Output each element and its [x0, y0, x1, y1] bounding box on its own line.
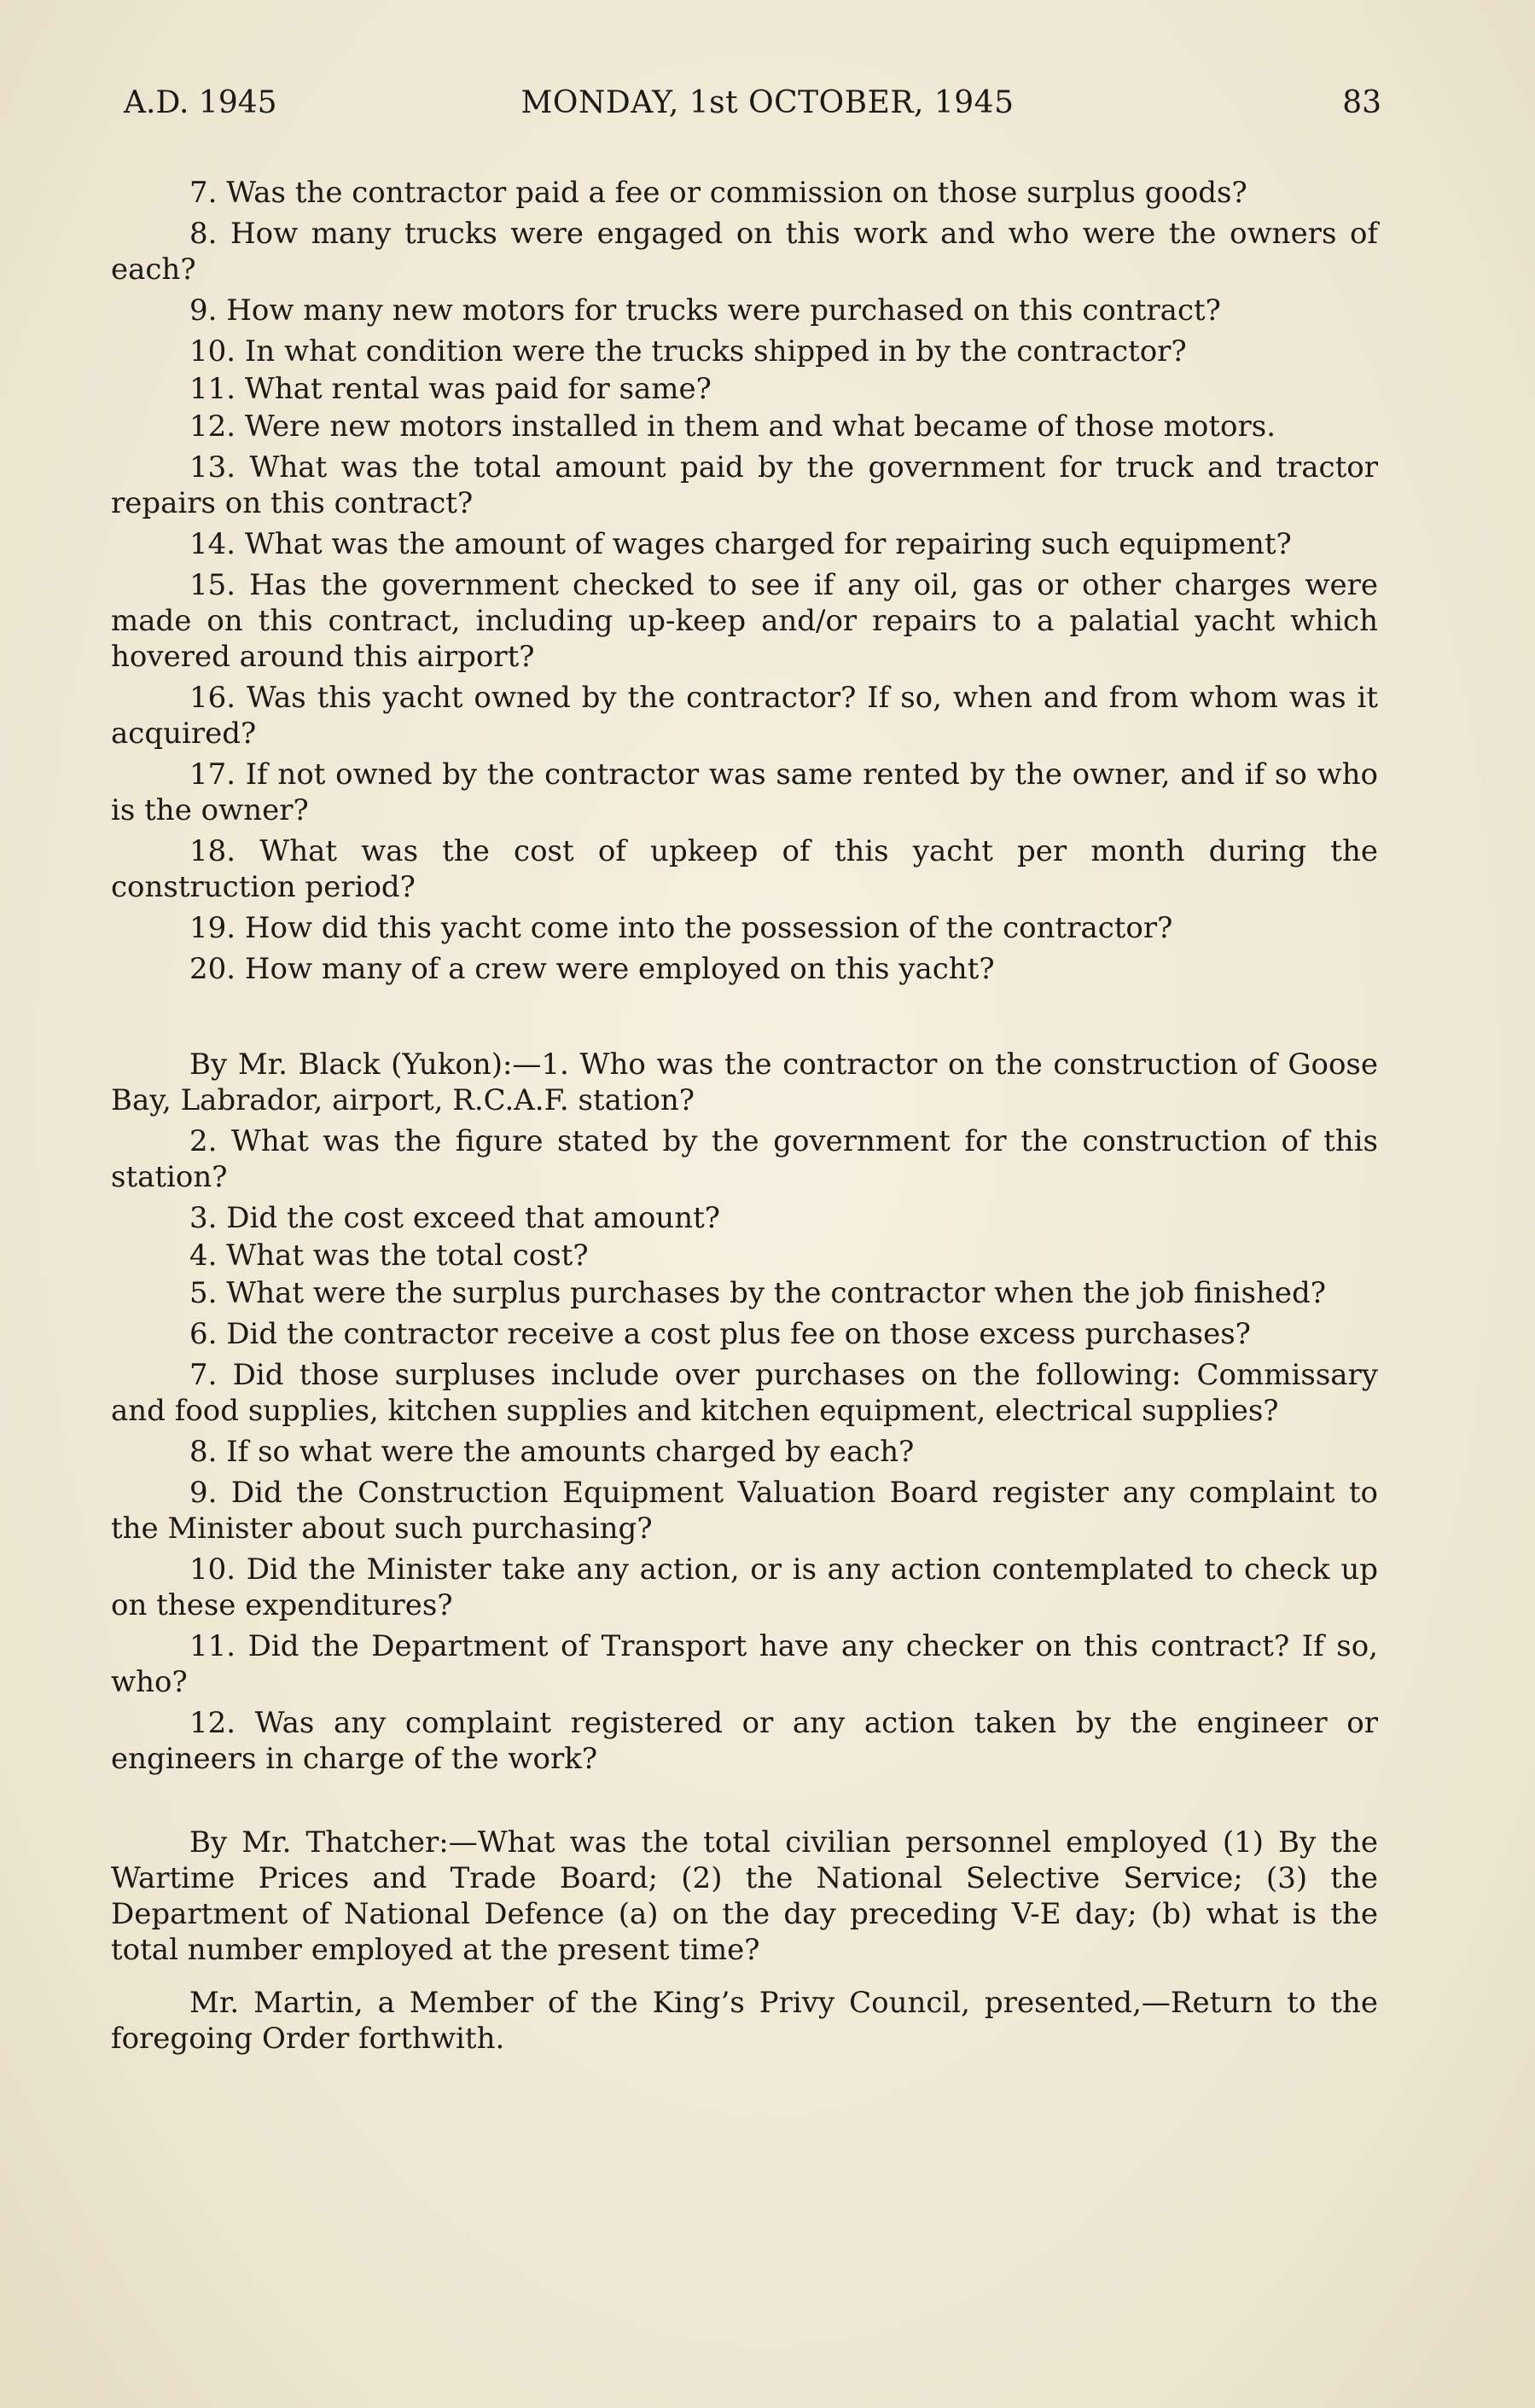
- question-19: 19. How did this yacht come into the possession of the contractor?: [189, 911, 1173, 945]
- black-question-7: 7. Did those surpluses include over purchases on the following: Commissary and food supplies, kitchen supplies and kitchen equipment, electrical supplies?: [111, 1358, 1378, 1428]
- black-question-9: 9. Did the Construction Equipment Valuation Board register any complaint to the Minister about such purchasing?: [111, 1476, 1378, 1546]
- question-20: 20. How many of a crew were employed on this yacht?: [189, 952, 995, 986]
- black-question-6: 6. Did the contractor receive a cost plus fee on those excess purchases?: [189, 1317, 1251, 1351]
- black-question-5: 5. What were the surplus purchases by the contractor when the job finished?: [189, 1276, 1326, 1310]
- question-14: 14. What was the amount of wages charged for repairing such equipment?: [189, 527, 1292, 561]
- black-question-10: 10. Did the Minister take any action, or is any action contemplated to check up on these expenditures?: [111, 1552, 1378, 1622]
- question-7: 7. Was the contractor paid a fee or commission on those surplus goods?: [189, 176, 1247, 210]
- page-header: [0, 85, 1535, 136]
- martin-return: Mr. Martin, a Member of the King’s Privy Council, presented,—Return to the foregoing Order forthwith.: [111, 1986, 1378, 2056]
- question-16: 16. Was this yacht owned by the contractor? If so, when and from whom was it acquired?: [111, 681, 1378, 751]
- section-gap: [111, 992, 1378, 1047]
- black-question-3: 3. Did the cost exceed that amount?: [189, 1201, 720, 1235]
- question-17: 17. If not owned by the contractor was same rented by the owner, and if so who is the owner?: [111, 757, 1378, 827]
- section-thatcher: [111, 1825, 1378, 2057]
- question-9: 9. How many new motors for trucks were purchased on this contract?: [189, 293, 1221, 328]
- thatcher-question: By Mr. Thatcher:—What was the total civilian personnel employed (1) By the Wartime Prices and Trade Board; (2) the National Selective Service; (3) the Department of National Defence (a) on the day preceding V-E day; (b) what is the total number employed at the present time?: [111, 1825, 1378, 1967]
- black-question-8: 8. If so what were the amounts charged by each?: [189, 1435, 915, 1469]
- question-15: 15. Has the government checked to see if any oil, gas or other charges were made on this contract, including up-keep and/or repairs to a palatial yacht which hovered around this airport?: [111, 568, 1378, 674]
- question-10: 10. In what condition were the trucks shipped in by the contractor?: [189, 334, 1187, 368]
- section-gap: [111, 1782, 1378, 1825]
- black-question-2: 2. What was the figure stated by the government for the construction of this station?: [111, 1124, 1378, 1194]
- section-black-yukon: [111, 1047, 1378, 1777]
- question-13: 13. What was the total amount paid by the government for truck and tractor repairs on this contract?: [111, 450, 1378, 520]
- section-questions-continued: [111, 175, 1378, 987]
- black-question-4: 4. What was the total cost?: [189, 1239, 589, 1273]
- black-question-11: 11. Did the Department of Transport have any checker on this contract? If so, who?: [111, 1629, 1378, 1699]
- page-body: [111, 175, 1378, 2074]
- black-question-12: 12. Was any complaint registered or any action taken by the engineer or engineers in charge of the work?: [111, 1706, 1378, 1776]
- black-question-1: By Mr. Black (Yukon):—1. Who was the contractor on the construction of Goose Bay, Labrador, airport, R.C.A.F. station?: [111, 1047, 1378, 1117]
- question-11: 11. What rental was paid for same?: [189, 372, 712, 406]
- header-date: MONDAY, 1st OCTOBER, 1945: [520, 85, 1015, 120]
- question-8: 8. How many trucks were engaged on this work and who were the owners of each?: [111, 217, 1378, 287]
- page-number: 83: [1342, 85, 1381, 120]
- question-18: 18. What was the cost of upkeep of this yacht per month during the construction period?: [111, 834, 1378, 904]
- question-12: 12. Were new motors installed in them and what became of those motors.: [189, 409, 1276, 444]
- header-year: A.D. 1945: [124, 85, 277, 120]
